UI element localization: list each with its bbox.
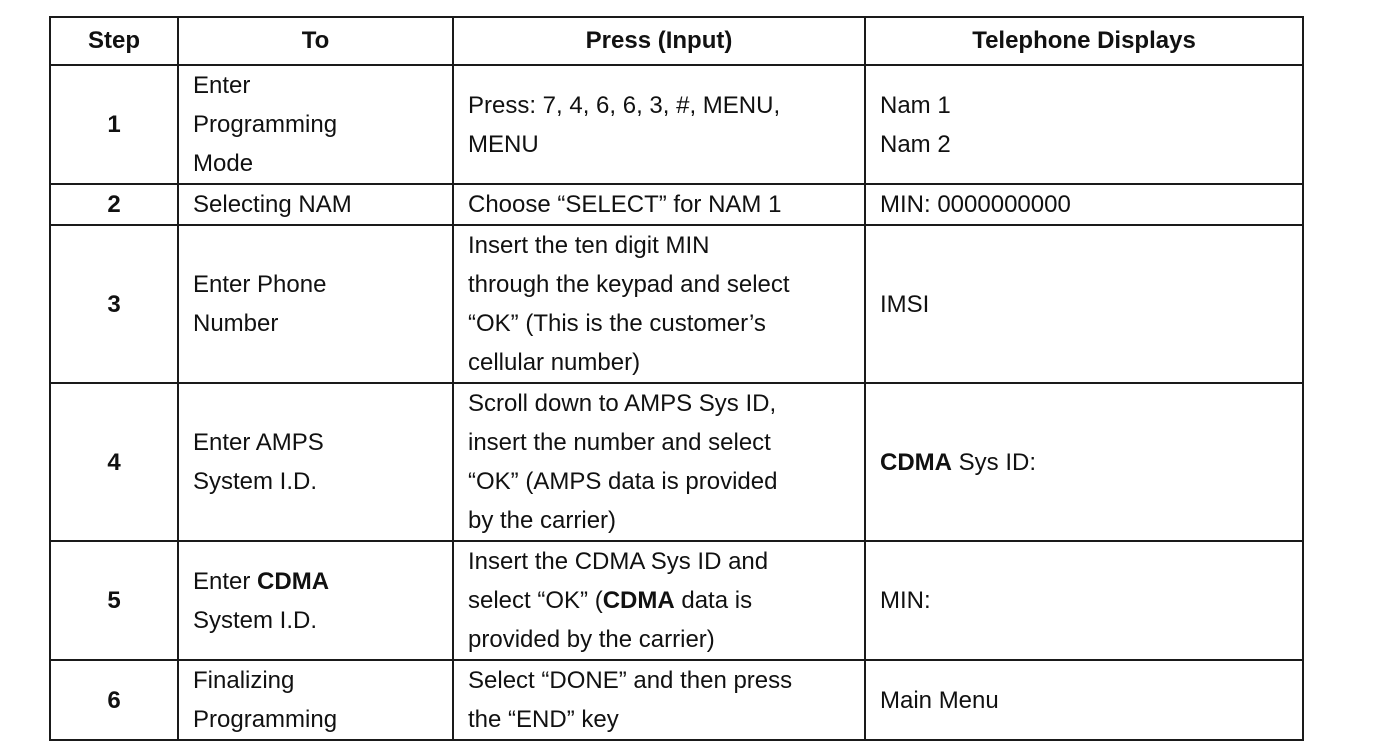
to-line: Selecting NAM [193,191,352,218]
display-line: MIN: [880,587,931,614]
press-line: “OK” (AMPS data is provided [468,468,778,495]
press-line: “OK” (This is the customer’s [468,310,766,337]
display-text: Sys ID: [952,448,1037,476]
table-row [50,383,1303,541]
to-line: Enter Phone [193,271,327,298]
to-line [193,562,452,601]
press-line: Insert the ten digit MIN [468,232,710,259]
table-row [50,660,1303,740]
press-line: Insert the CDMA Sys ID and [468,548,769,575]
to-line: Finalizing [193,667,295,694]
table-row [50,225,1303,383]
display-line: Nam 1 [880,91,951,119]
header-step: Step [50,17,178,65]
to-line: Mode [193,150,254,177]
to-text: Enter [193,567,258,595]
press-line: Press: 7, 4, 6, 6, 3, #, MENU, [468,91,781,119]
header-display: Telephone Displays [865,17,1303,65]
display-cell [865,65,1303,184]
table-row [50,65,1303,184]
press-text: select “OK” ( [468,587,603,614]
display-cell [865,383,1303,541]
programming-steps-table [49,16,1304,741]
press-line: MENU [468,130,539,158]
press-line: cellular number) [468,349,641,376]
to-line: Programming [193,706,338,733]
press-line: Choose “SELECT” for NAM 1 [468,191,782,218]
display-line: Nam 2 [880,130,951,158]
display-bold-text: CDMA [880,448,952,476]
step-number: 1 [50,65,178,184]
press-line: by the carrier) [468,507,617,534]
display-cell [865,184,1303,225]
header-press: Press (Input) [453,17,865,65]
table-row [50,541,1303,660]
step-number: 6 [50,660,178,740]
press-text: data is [674,587,753,614]
press-cell [453,225,865,383]
to-cell [178,660,453,740]
press-line [468,581,864,620]
press-line: provided by the carrier) [468,626,715,653]
to-line: Programming [193,111,338,138]
header-row [50,17,1303,65]
display-line [880,443,1302,482]
to-line: Enter AMPS [193,429,324,456]
to-bold-text: CDMA [257,567,330,595]
display-line: IMSI [880,290,930,318]
step-number: 5 [50,541,178,660]
press-cell [453,660,865,740]
display-cell [865,225,1303,383]
step-number: 2 [50,184,178,225]
to-cell [178,541,453,660]
press-line: the “END” key [468,706,619,733]
to-line: Enter [193,72,251,99]
press-bold-text: CDMA [602,587,675,614]
to-cell [178,225,453,383]
press-cell [453,65,865,184]
table-row [50,184,1303,225]
press-cell [453,184,865,225]
press-cell [453,383,865,541]
to-line: Number [193,310,279,337]
to-cell [178,184,453,225]
step-number: 3 [50,225,178,383]
press-line: Select “DONE” and then press [468,667,793,694]
press-cell [453,541,865,660]
press-line: Scroll down to AMPS Sys ID, [468,390,777,417]
display-line: MIN: 0000000000 [880,191,1071,218]
display-line: Main Menu [880,686,999,714]
press-line: insert the number and select [468,429,771,456]
press-line: through the keypad and select [468,271,790,298]
to-cell [178,65,453,184]
to-line: System I.D. [193,606,318,634]
header-to: To [178,17,453,65]
display-cell [865,541,1303,660]
step-number: 4 [50,383,178,541]
to-line: System I.D. [193,468,318,495]
display-cell [865,660,1303,740]
to-cell [178,383,453,541]
